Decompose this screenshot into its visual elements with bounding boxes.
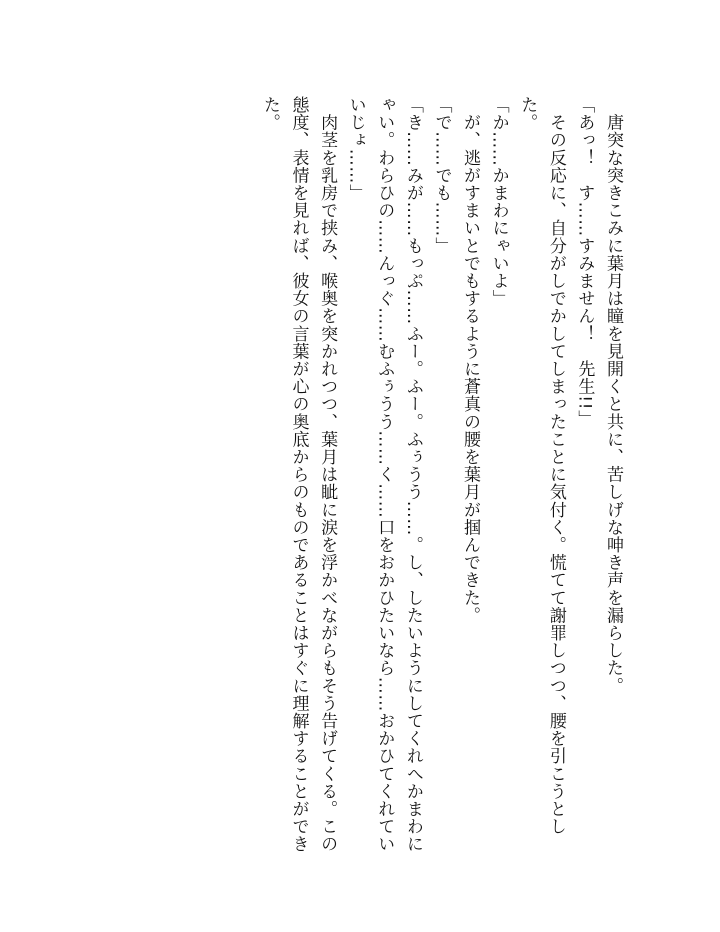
- paragraph: 「か……かまわにゃいよ」: [488, 96, 509, 308]
- paragraph: 肉茎を乳房で挟み、喉奥を突かれつつ、葉月は眦に涙を浮かべながらもそう告げてくる。この態度、表情を見れば、彼女の言葉が心の奥底からのものであることはすぐに理解することができた。: [259, 96, 338, 853]
- paragraph: 唐突な突きこみに葉月は瞳を見開くと共に、苦しげな呻き声を漏らした。: [603, 96, 623, 695]
- paragraph: その反応に、自分がしでかしてしまったことに気付く。慌てて謝罪しつつ、腰を引こうとした。: [517, 96, 566, 836]
- paragraph: 「き……みが……もっぷ……ふー。ふー。ふぅうう……。し、したいようにしてくれへかまわにゃい。わらひの……んっぐ……むふぅうう……く……口をおかひたいなら……おかひてくれていいじょ……」: [345, 96, 423, 853]
- paragraph: が、逃がすまいとでもするように蒼真の腰を葉月が掴んできた。: [460, 96, 481, 624]
- paragraph: 「で……でも……」: [431, 96, 452, 255]
- vertical-text-body: [255, 96, 627, 856]
- paragraph: 「あっ！ す……すみません！ 先生!!」: [574, 96, 595, 428]
